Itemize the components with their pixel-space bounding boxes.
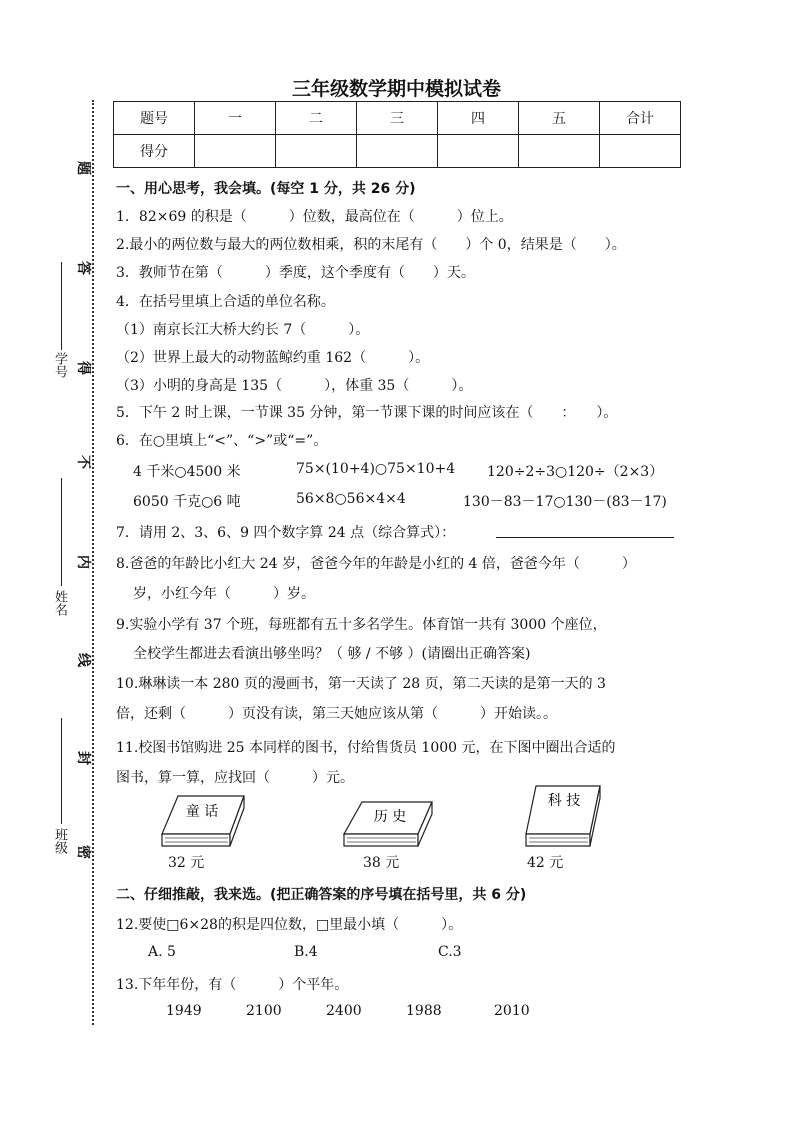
section-heading-1: 一、用心思考，我会填。(每空 1 分，共 26 分)	[116, 181, 416, 197]
question-9-cont: 全校学生都进去看演出够坐吗？（ 够 / 不够 ）(请圈出正确答案)	[133, 646, 531, 662]
question-1: 1．82×69 的积是（ ）位数，最高位在（ ）位上。	[116, 209, 513, 225]
margin-char: 封	[75, 751, 91, 765]
score-input-cell[interactable]	[357, 135, 438, 168]
question-4-2: （2）世界上最大的动物蓝鲸约重 162（ ）。	[116, 350, 430, 366]
margin-char: 答	[75, 261, 91, 275]
score-cell: 五	[519, 102, 600, 135]
score-table-score-row	[114, 135, 681, 168]
question-7: 7．请用 2、3、6、9 四个数字算 24 点（综合算式）：	[116, 525, 456, 541]
q12-option[interactable]: B.4	[294, 944, 318, 960]
student-id-field[interactable]	[61, 262, 62, 350]
score-table	[113, 101, 681, 168]
question-6: 6．在○里填上“<”、“>”或“=”。	[116, 433, 328, 449]
margin-char: 题	[75, 161, 91, 175]
score-input-cell[interactable]	[195, 135, 276, 168]
question-2: 2.最小的两位数与最大的两位数相乘，积的末尾有（ ）个 0，结果是（ ）。	[116, 237, 626, 253]
comparison-item: 6050 千克○6 吨	[133, 494, 241, 510]
margin-char: 密	[75, 845, 91, 859]
score-cell: 题号	[114, 102, 195, 135]
q13-year: 2100	[246, 1003, 282, 1019]
question-13: 13.下年年份，有（ ）个平年。	[116, 977, 349, 993]
score-cell: 一	[195, 102, 276, 135]
score-input-cell[interactable]	[600, 135, 681, 168]
score-input-cell[interactable]	[519, 135, 600, 168]
q13-year: 2010	[494, 1003, 530, 1019]
question-4-3: （3）小明的身高是 135（ ），体重 35（ ）。	[116, 378, 473, 394]
comparison-item: 120÷2÷3○120÷（2×3）	[487, 464, 664, 480]
margin-char: 得	[75, 361, 91, 375]
name-label: 姓名	[52, 590, 67, 616]
question-4-1: （1）南京长江大桥大约长 7（ ）。	[116, 322, 370, 338]
score-cell: 得分	[114, 135, 195, 168]
book-history[interactable]	[340, 800, 434, 850]
score-input-cell[interactable]	[438, 135, 519, 168]
q12-option[interactable]: C.3	[438, 944, 462, 960]
score-cell: 二	[276, 102, 357, 135]
question-8: 8.爸爸的年龄比小红大 24 岁，爸爸今年的年龄是小红的 4 倍，爸爸今年（ ）	[116, 556, 636, 572]
score-cell: 四	[438, 102, 519, 135]
question-10: 10.琳琳读一本 280 页的漫画书，第一天读了 28 页，第二天读的是第一天的 3	[116, 676, 606, 692]
comparison-item: 75×(10+4)○75×10+4	[296, 461, 456, 477]
class-field[interactable]	[61, 718, 62, 824]
q12-option[interactable]: A. 5	[148, 944, 176, 960]
question-12: 12.要使□6×28的积是四位数，□里最小填（ ）。	[116, 917, 463, 933]
q13-year: 2400	[326, 1003, 362, 1019]
q13-year: 1988	[406, 1003, 442, 1019]
book-fairy-tale[interactable]	[156, 794, 246, 850]
question-10-cont: 倍，还剩（ ）页没有读，第三天她应该从第（ ）开始读。。	[116, 706, 557, 722]
q13-year: 1949	[166, 1003, 202, 1019]
margin-char: 内	[75, 555, 91, 569]
question-11-cont: 图书，算一算，应找回（ ）元。	[116, 770, 354, 786]
book-science[interactable]	[520, 784, 604, 850]
question-11: 11.校图书馆购进 25 本同样的图书，付给售货员 1000 元，在下图中圈出合适的	[116, 740, 616, 756]
book-title: 科 技	[547, 793, 581, 809]
name-field[interactable]	[61, 478, 62, 586]
student-id-label: 学号	[52, 352, 67, 378]
score-cell: 三	[357, 102, 438, 135]
book-price: 32 元	[168, 855, 205, 871]
question-5: 5．下午 2 时上课，一节课 35 分钟，第一节课下课的时间应该在（ ： ）。	[116, 405, 618, 421]
question-8-cont: 岁，小红今年（ ）岁。	[133, 586, 315, 602]
question-9: 9.实验小学有 37 个班，每班都有五十多名学生。体育馆一共有 3000 个座位，	[116, 617, 607, 633]
book-title: 历 史	[373, 809, 407, 825]
score-input-cell[interactable]	[276, 135, 357, 168]
book-price: 38 元	[363, 855, 400, 871]
class-label: 班级	[52, 828, 67, 854]
score-table-header-row	[114, 102, 681, 135]
score-cell: 合计	[600, 102, 681, 135]
comparison-item: 56×8○56×4×4	[296, 491, 406, 507]
book-title: 童 话	[185, 804, 219, 820]
margin-char: 不	[75, 455, 91, 469]
section-heading-2: 二、仔细推敲，我来选。(把正确答案的序号填在括号里，共 6 分)	[116, 887, 527, 903]
question-3: 3．教师节在第（ ）季度，这个季度有（ ）天。	[116, 265, 475, 281]
margin-char: 线	[75, 653, 91, 667]
question-4: 4．在括号里填上合适的单位名称。	[116, 294, 335, 310]
page-title: 三年级数学期中模拟试卷	[291, 78, 501, 100]
book-price: 42 元	[527, 855, 564, 871]
comparison-item: 130－83－17○130－(83－17)	[463, 494, 667, 510]
comparison-item: 4 千米○4500 米	[133, 464, 241, 480]
question-7-answer-line[interactable]	[496, 537, 674, 538]
